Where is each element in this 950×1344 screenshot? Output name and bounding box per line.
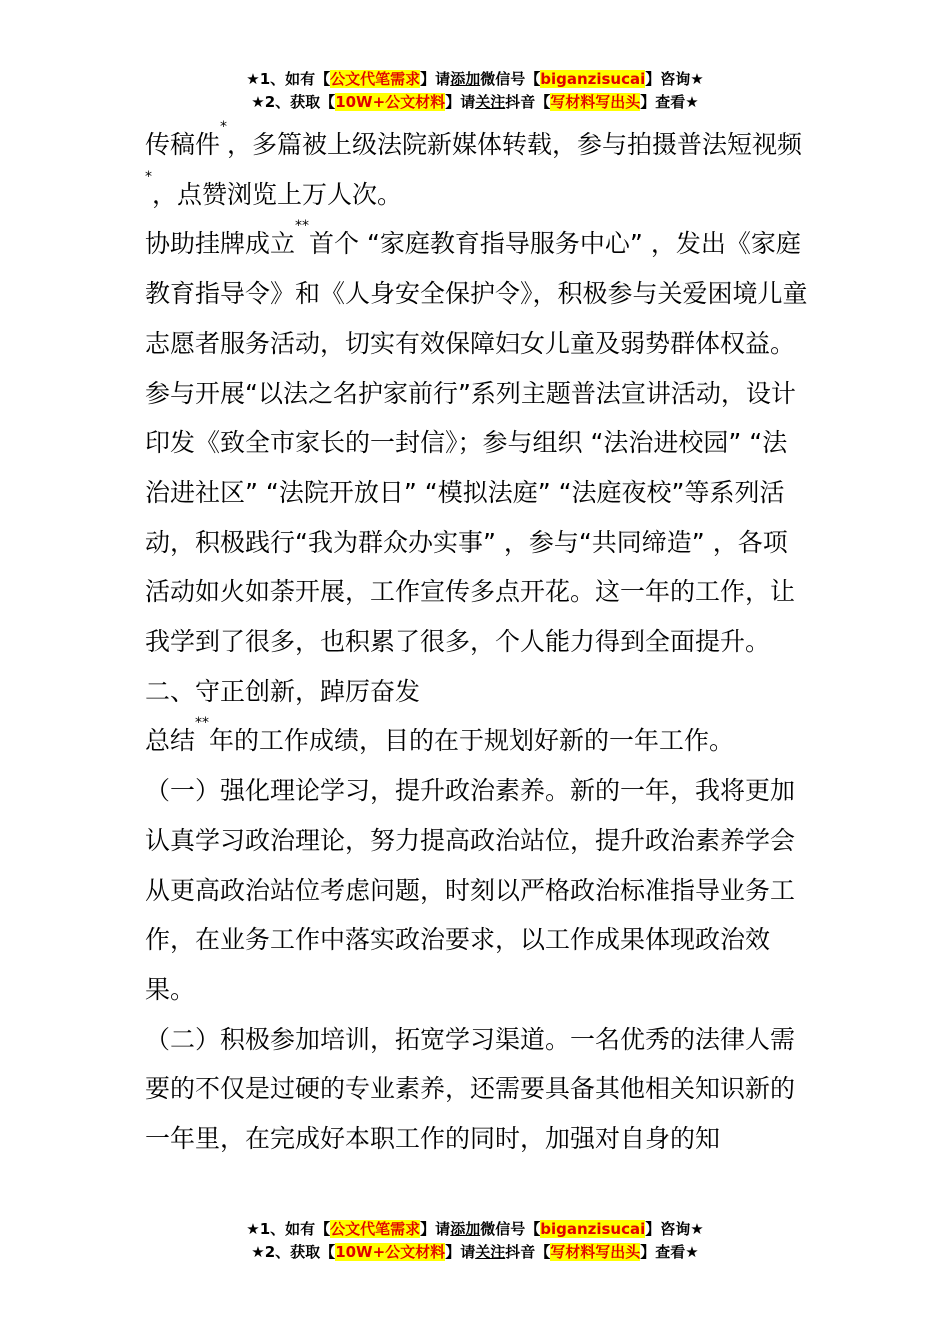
paragraph-1: 传稿件*，多篇被上级法院新媒体转载，参与拍摄普法短视频*，点赞浏览上万人次。 bbox=[145, 119, 803, 209]
section-heading: 二、守正创新，踔厉奋发 bbox=[145, 676, 421, 706]
highlight-douyin-account: 写材料写出头 bbox=[550, 93, 641, 111]
highlight-service: 公文代笔需求 bbox=[330, 70, 421, 88]
footer-banner bbox=[0, 1218, 950, 1264]
paragraph-6: （二）积极参加培训，拓宽学习渠道。一名优秀的法律人需要的不仅是过硬的专业素养，还需要具备其他相关知识新的一年里，在完成好本职工作的同时，加强对自身的知 bbox=[145, 1024, 796, 1154]
highlight-service: 公文代笔需求 bbox=[330, 1220, 421, 1238]
footer-line-2: ★2、获取【10W+公文材料】请关注抖音【写材料写出头】查看★ bbox=[251, 1243, 699, 1261]
highlight-materials: 10W+公文材料 bbox=[335, 93, 446, 111]
footer-line-1: ★1、如有【公文代笔需求】请添加微信号【biganzisucai】咨询★ bbox=[246, 1220, 704, 1238]
highlight-wechat-id: biganzisucai bbox=[540, 70, 646, 88]
paragraph-5: （一）强化理论学习，提升政治素养。新的一年，我将更加认真学习政治理论，努力提高政治站位，提升政治素养学会从更高政治站位考虑问题，时刻以严格政治标准指导业务工作，在业务工作中落实政治要求，以工作成果体现政治效果。 bbox=[145, 776, 796, 1004]
header-banner bbox=[0, 68, 950, 114]
highlight-wechat-id: biganzisucai bbox=[540, 1220, 646, 1238]
highlight-materials: 10W+公文材料 bbox=[335, 1243, 446, 1261]
header-line-2: ★2、获取【10W+公文材料】请关注抖音【写材料写出头】查看★ bbox=[251, 93, 699, 111]
paragraph-2: 协助挂牌成立**首个 “家庭教育指导服务中心” ，发出《家庭教育指导令》和《人身安全保护令》，积极参与关爱困境儿童志愿者服务活动，切实有效保障妇女儿童及弱势群体权益。参与开展“以法之名护家前行”系列主题普法宣讲活动，设计印发《致全市家长的一封信》；参与组织 “法治进校园” “法治进社区” “法院开放日” “模拟法庭” “法庭夜校”等系列活动，积极践行“我为群众办实事” ，参与“共同缔造” ，各项活动如火如荼开展，工作宣传多点开花。这一年的工作，让我学到了很多，也积累了很多，个人能力得到全面提升。 bbox=[145, 218, 808, 657]
highlight-douyin-account: 写材料写出头 bbox=[550, 1243, 641, 1261]
paragraph-4: 总结**年的工作成绩，目的在于规划好新的一年工作。 bbox=[145, 715, 735, 756]
header-line-1: ★1、如有【公文代笔需求】请添加微信号【biganzisucai】咨询★ bbox=[246, 70, 704, 88]
document-body bbox=[145, 120, 810, 1164]
